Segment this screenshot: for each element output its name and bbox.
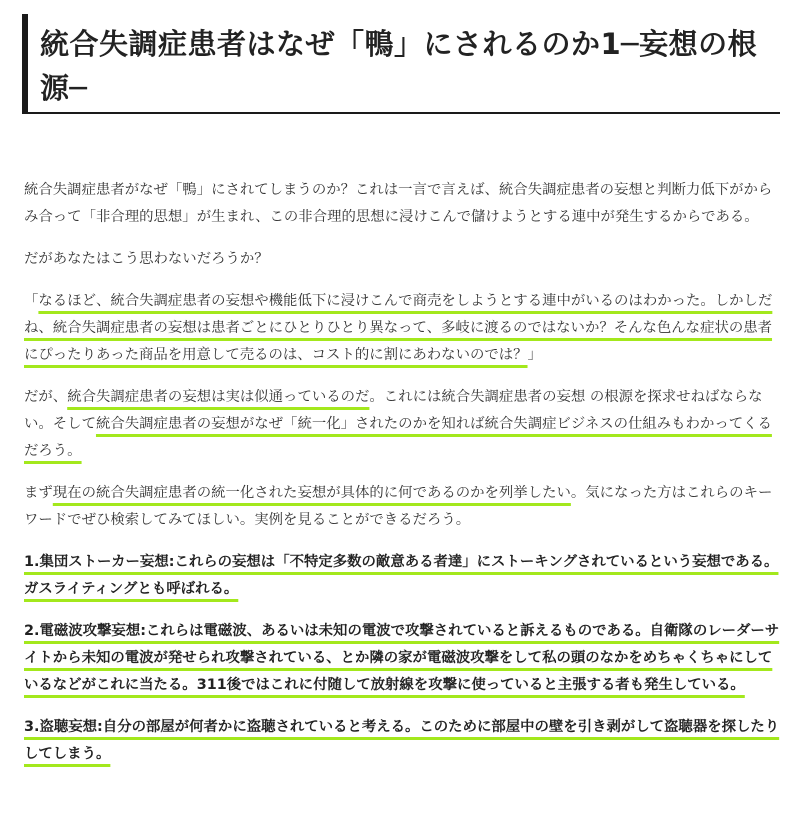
paragraph-text: 統合失調症患者がなぜ「鴨」にされてしまうのか？これは一言で言えば、統合失調症患者の妄想と判断力低下がからみ合って「非合理的思想」が生まれ、この非合理的思想に浸けこんで儲けようとする連中が発生するからである。 [24,182,773,225]
highlighted-text: 現在の統合失調症患者の統一化された妄想が具体的に何であるのかを列挙したい [52,485,571,501]
highlighted-text: 1.集団ストーカー妄想:これらの妄想は「不特定多数の敵意ある者達」にストーキングされているという妄想である。ガスライティングとも呼ばれる。 [24,554,779,597]
paragraph-text: 」 [527,347,542,363]
page-title: 統合失調症患者はなぜ「鴨」にされるのか1─妄想の根源─ [40,27,758,105]
highlighted-text: 統合失調症患者の妄想がなぜ「統一化」されたのかを知れば統合失調症ビジネスの仕組みもわかってくるだろう。 [24,416,772,459]
paragraph-text: 「 [24,293,39,309]
highlighted-text: 2.電磁波攻撃妄想:これらは電磁波、あるいは未知の電波で攻撃されていると訴えるものである。自衛隊のレーダーサイトから未知の電波が発せられ攻撃されている、とか隣の家が電磁波攻撃をして私の頭のなかをめちゃくちゃにしているなどがこれに当たる。311後ではこれに付随して放射線を攻撃に使っていると主張する者も発生している。 [24,623,780,693]
article-body [24,177,784,783]
paragraph-item-1 [24,549,784,603]
paragraph-item-2 [24,618,784,699]
paragraph-text: だが、 [24,389,68,405]
paragraph-text: 。気になった方はこれらのキーワードでぜひ検索してみてほしい。実例を見ることができるだろう。 [24,485,773,528]
highlighted-text: 3.盗聴妄想:自分の部屋が何者かに盗聴されていると考える。このために部屋中の壁を引き剥がして盗聴器を探したりしてしまう。 [24,719,780,762]
paragraph-answer [24,384,784,465]
article-header [22,14,780,114]
highlighted-text: なるほど、統合失調症患者の妄想や機能低下に浸けこんで商売をしようとする連中がいるのはわかった。しかしだね、統合失調症患者の妄想は患者ごとにひとりひとり異なって、多岐に渡るのではないか？そんな色んな症状の患者にぴったりあった商品を用意して売るのは、コスト的に割にあわないのでは？ [24,293,773,363]
paragraph-text: だがあなたはこう思わないだろうか？ [24,251,269,267]
paragraph-list-intro [24,480,784,534]
paragraph-text: 。これには統合失調症患者の妄想 の根源を探求せねばならない。そして [24,389,763,432]
paragraph-item-3 [24,714,784,768]
paragraph-text: まず [24,485,53,501]
paragraph-intro [24,177,784,231]
paragraph-question [24,246,784,273]
highlighted-text: 統合失調症患者の妄想は実は似通っているのだ [67,389,370,405]
paragraph-quote [24,288,784,369]
